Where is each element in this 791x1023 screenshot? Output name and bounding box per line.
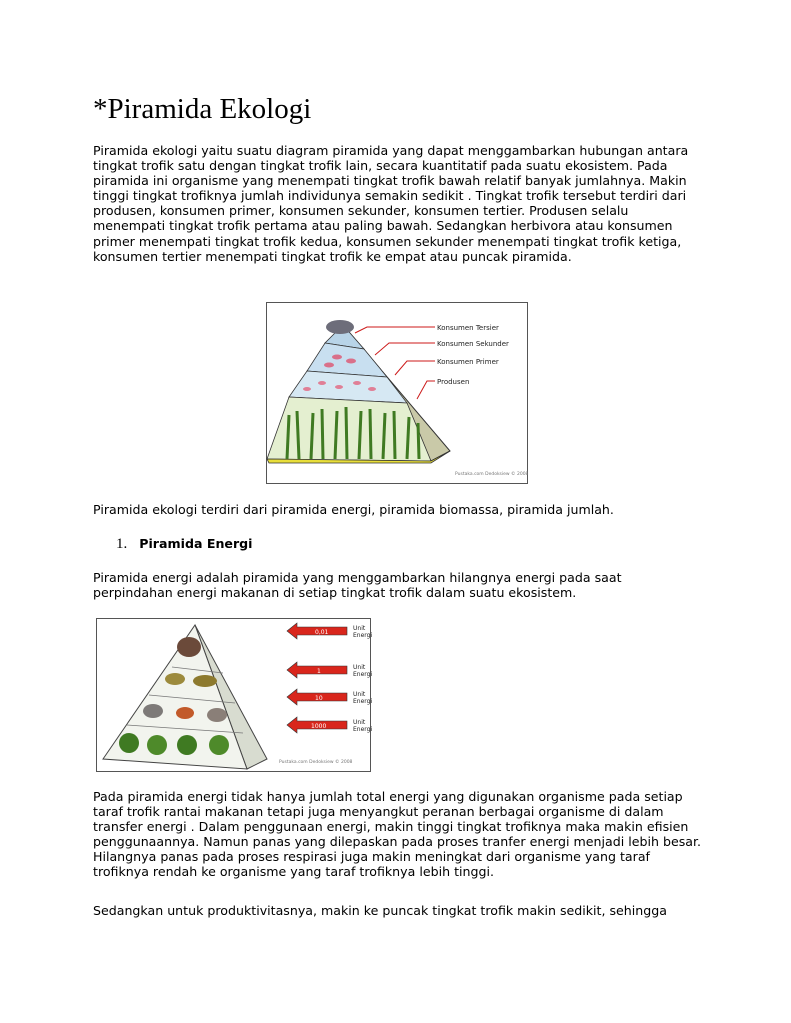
page-title: *Piramida Ekologi [93, 93, 312, 125]
label-konsumen-sekunder: Konsumen Sekunder [437, 340, 509, 348]
figure1-credit: Pustaka.com Dedoksiew © 2008 [455, 472, 529, 477]
arrow-energy-1: Energi [353, 632, 373, 639]
energy-detail-paragraph: Pada piramida energi tidak hanya jumlah total energi yang digunakan organisme pada setiap taraf trofik rantai makanan tetapi juga menyangkut peranan berbagai organisme di dalam transfer energi . Dalam penggunaan energi, makin tinggi tingkat trofiknya maka makin efisien penggunaannya. Namun panas yang dilepaskan pada proses tranfer energi menjadi lebih besar. Hilangnya panas pada proses respirasi juga makin meningkat dari organisme yang taraf trofiknya rendah ke organisme yang taraf trofiknya lebih tinggi. [93, 789, 702, 880]
arrow-value-3: 10 [315, 695, 323, 702]
arrow-energy-3: Energi [353, 698, 373, 705]
arrow-value-1: 0,01 [315, 629, 329, 636]
list-label: Piramida Energi [139, 536, 253, 551]
arrow-unit-1: Unit [353, 625, 366, 632]
arrow-unit-2: Unit [353, 664, 366, 671]
list-number: 1. [116, 536, 128, 552]
arrow-value-4: 1000 [311, 723, 327, 730]
energy-definition-paragraph: Piramida energi adalah piramida yang menggambarkan hilangnya energi pada saat perpindahan energi makanan di setiap tingkat trofik dalam suatu ekosistem. [93, 570, 622, 601]
arrow-energy-2: Energi [353, 671, 373, 678]
intro-paragraph: Piramida ekologi yaitu suatu diagram piramida yang dapat menggambarkan hubungan antara tingkat trofik satu dengan tingkat trofik lain, secara kuantitatif pada suatu ekosistem. Pada piramida ini organisme yang menempati tingkat trofik bawah relatif banyak jumlahnya. Makin tinggi tingkat trofiknya jumlah individunya semakin sedikit . Tingkat trofik tersebut terdiri dari produsen, konsumen primer, konsumen sekunder, konsumen tertier. Produsen selalu menempati tingkat trofik pertama atau paling bawah. Sedangkan herbivora atau konsumen primer menempati tingkat trofik kedua, konsumen sekunder menempati tingkat trofik ketiga, konsumen tertier menempati tingkat trofik ke empat atau puncak piramida. [93, 143, 689, 264]
arrow-value-2: 1 [317, 668, 321, 675]
energy-pyramid-figure [96, 618, 371, 772]
arrow-unit-3: Unit [353, 691, 366, 698]
arrow-energy-4: Energi [353, 726, 373, 733]
types-paragraph: Piramida ekologi terdiri dari piramida energi, piramida biomassa, piramida jumlah. [93, 502, 614, 517]
figure2-credit: Pustaka.com Dedoksiew © 2008 [279, 760, 353, 765]
list-item-piramida-energi [116, 535, 253, 553]
label-konsumen-primer: Konsumen Primer [437, 358, 499, 366]
energy-pyramid-illustration [97, 619, 373, 771]
ecological-pyramid-illustration [267, 303, 527, 483]
arrow-unit-4: Unit [353, 719, 366, 726]
label-konsumen-tersier: Konsumen Tersier [437, 324, 499, 332]
label-produsen: Produsen [437, 378, 470, 386]
productivity-paragraph: Sedangkan untuk produktivitasnya, makin ke puncak tingkat trofik makin sedikit, sehingga [93, 903, 667, 918]
ecological-pyramid-figure [266, 302, 528, 484]
